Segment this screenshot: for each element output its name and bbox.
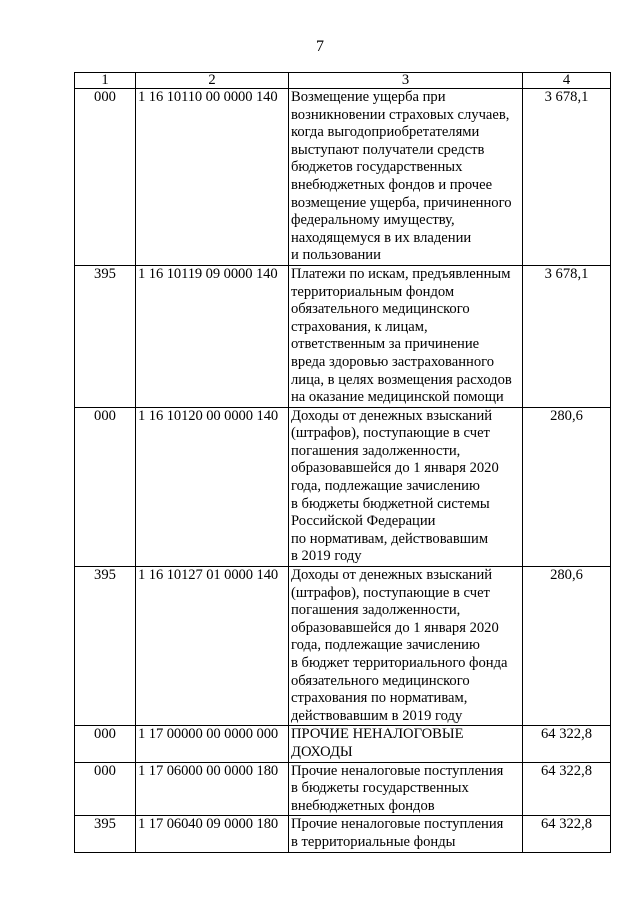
admin-code-cell: 000 [75,726,136,762]
description-cell: Доходы от денежных взысканий (штрафов), поступающие в счет погашения задолженности, образовавшейся до 1 января 2020 года, подлежащие зачислению в бюджеты бюджетной системы Российской Федерации по нормативам, действовавшим в 2019 году [289,407,523,566]
budget-revenue-table [74,72,611,853]
budget-code-cell: 1 17 00000 00 0000 000 [136,726,289,762]
table-row [75,726,611,762]
budget-code-cell: 1 16 10127 01 0000 140 [136,567,289,726]
amount-cell: 280,6 [523,407,611,566]
description-cell: Прочие неналоговые поступления в бюджеты государственных внебюджетных фондов [289,762,523,816]
admin-code-cell: 395 [75,567,136,726]
table-row [75,407,611,566]
admin-code-cell: 000 [75,89,136,266]
table-row [75,816,611,852]
table-row [75,567,611,726]
column-header-2: 2 [136,73,289,89]
amount-cell: 64 322,8 [523,726,611,762]
table-header-row [75,73,611,89]
table-row [75,265,611,407]
admin-code-cell: 000 [75,407,136,566]
description-cell: Прочие неналоговые поступления в территориальные фонды [289,816,523,852]
column-header-1: 1 [75,73,136,89]
amount-cell: 64 322,8 [523,816,611,852]
amount-cell: 280,6 [523,567,611,726]
description-cell: ПРОЧИЕ НЕНАЛОГОВЫЕ ДОХОДЫ [289,726,523,762]
table-row [75,762,611,816]
budget-code-cell: 1 16 10110 00 0000 140 [136,89,289,266]
admin-code-cell: 395 [75,816,136,852]
admin-code-cell: 000 [75,762,136,816]
budget-code-cell: 1 16 10119 09 0000 140 [136,265,289,407]
column-header-3: 3 [289,73,523,89]
amount-cell: 3 678,1 [523,265,611,407]
budget-code-cell: 1 17 06040 09 0000 180 [136,816,289,852]
amount-cell: 64 322,8 [523,762,611,816]
budget-code-cell: 1 17 06000 00 0000 180 [136,762,289,816]
budget-code-cell: 1 16 10120 00 0000 140 [136,407,289,566]
amount-cell: 3 678,1 [523,89,611,266]
description-cell: Возмещение ущерба при возникновении страховых случаев, когда выгодоприобретателями выступают получатели средств бюджетов государственных внебюджетных фондов и прочее возмещение ущерба, причиненного федеральному имуществу, находящемуся в их владении и пользовании [289,89,523,266]
admin-code-cell: 395 [75,265,136,407]
table-row [75,89,611,266]
description-cell: Платежи по искам, предъявленным территориальным фондом обязательного медицинского страхования, к лицам, ответственным за причинение вреда здоровью застрахованного лица, в целях возмещения расходов на оказание медицинской помощи [289,265,523,407]
page-number: 7 [316,38,324,55]
column-header-4: 4 [523,73,611,89]
description-cell: Доходы от денежных взысканий (штрафов), поступающие в счет погашения задолженности, образовавшейся до 1 января 2020 года, подлежащие зачислению в бюджет территориального фонда обязательного медицинского страхования по нормативам, действовавшим в 2019 году [289,567,523,726]
